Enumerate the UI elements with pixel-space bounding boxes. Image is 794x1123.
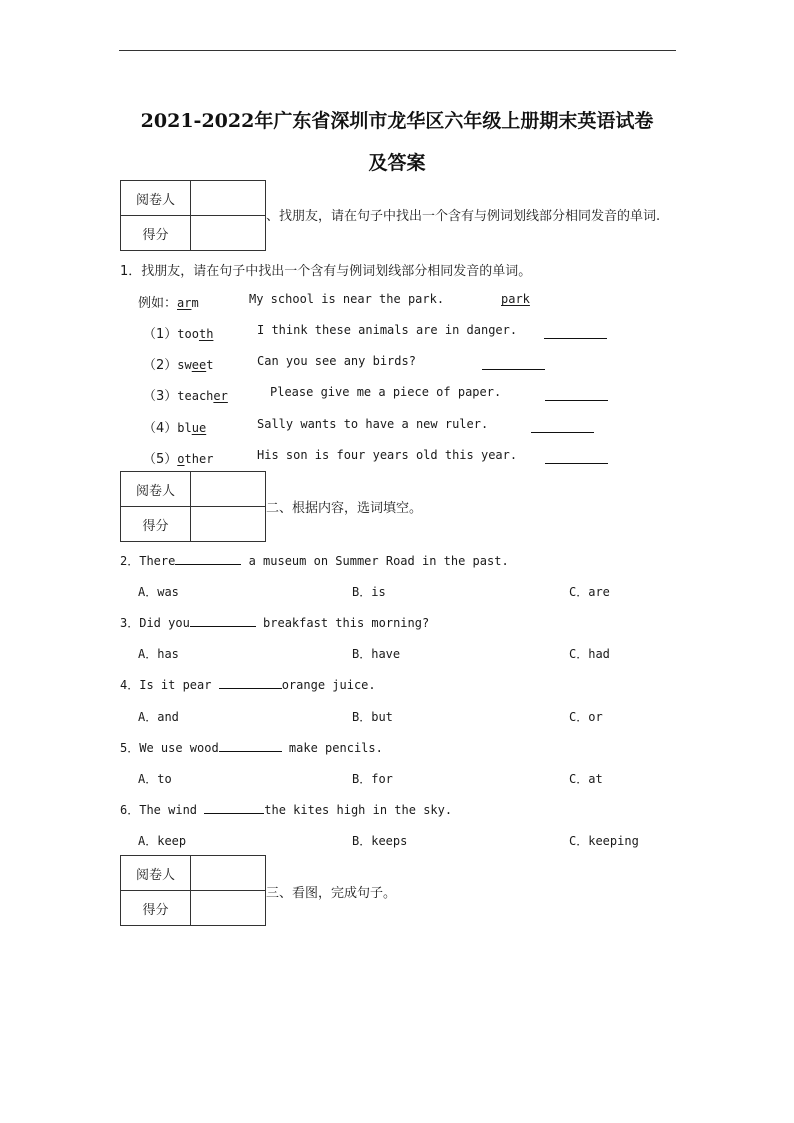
question-3-option-a[interactable]: A．has — [138, 647, 179, 661]
stem-pre: 5．We use wood — [120, 741, 219, 755]
stem-post: make pencils. — [281, 741, 383, 755]
item-1-sentence: I think these animals are in danger. — [257, 323, 518, 337]
question-2-option-b[interactable]: B．is — [352, 585, 386, 599]
question-4-option-c[interactable]: C．or — [569, 710, 603, 724]
stem-post: a museum on Summer Road in the past. — [241, 554, 509, 568]
example-answer: park — [501, 292, 530, 306]
question-1-title: 1．找朋友，请在句子中找出一个含有与例词划线部分相同发音的单词。 — [120, 264, 532, 279]
stem-post: orange juice. — [281, 678, 376, 692]
question-6-option-b[interactable]: B．keeps — [352, 834, 408, 848]
grader-cell — [191, 181, 266, 216]
stem-post: breakfast this morning? — [255, 616, 430, 630]
header-rule — [119, 50, 676, 51]
grader-label: 阅卷人 — [121, 472, 191, 507]
answer-blank[interactable] — [204, 802, 264, 814]
grader-cell — [191, 472, 266, 507]
question-6-option-a[interactable]: A．keep — [138, 834, 187, 848]
item-4-word — [143, 417, 206, 436]
item-number: （3） — [143, 389, 178, 404]
section1-heading: 、找朋友，请在句子中找出一个含有与例词划线部分相同发音的单词. — [266, 209, 661, 224]
score-cell — [191, 891, 266, 926]
item-number: （5） — [143, 452, 178, 467]
item-5-word — [143, 448, 213, 467]
answer-blank[interactable] — [219, 740, 282, 752]
question-4-option-a[interactable]: A．and — [138, 710, 179, 724]
stem-pre: 2．There — [120, 554, 176, 568]
item-5-answer-blank[interactable] — [545, 449, 608, 468]
word-underlined-part: th — [198, 327, 214, 341]
stem-pre: 3．Did you — [120, 616, 190, 630]
section2-heading: 二、根据内容，选词填空。 — [266, 501, 423, 516]
grader-cell — [191, 856, 266, 891]
question-2-stem — [120, 552, 509, 569]
answer-blank[interactable] — [219, 677, 282, 689]
question-5-option-c[interactable]: C．at — [569, 772, 603, 786]
score-label: 得分 — [121, 507, 191, 542]
example-sentence: My school is near the park. — [249, 292, 445, 306]
item-number: （4） — [143, 421, 178, 436]
example-word — [138, 292, 199, 311]
word-part: ther — [184, 452, 214, 466]
word-underlined-part: ue — [191, 421, 207, 435]
score-label: 得分 — [121, 891, 191, 926]
page-title-line2: 及答案 — [368, 152, 426, 174]
item-3-word — [143, 385, 228, 404]
stem-pre: 4．Is it pear — [120, 678, 219, 692]
item-2-word — [143, 354, 213, 373]
word-part: too — [177, 327, 199, 341]
word-part: t — [206, 358, 214, 372]
stem-post: the kites high in the sky. — [264, 803, 453, 817]
section3-heading: 三、看图，完成句子。 — [266, 886, 397, 901]
example-prefix: 例如： — [138, 296, 178, 311]
answer-blank[interactable] — [190, 615, 256, 627]
question-2-option-a[interactable]: A．was — [138, 585, 179, 599]
answer-blank[interactable] — [175, 553, 241, 565]
item-1-answer-blank[interactable] — [544, 324, 607, 343]
score-cell — [191, 216, 266, 251]
item-1-word — [143, 323, 213, 342]
question-5-option-b[interactable]: B．for — [352, 772, 393, 786]
question-3-option-b[interactable]: B．have — [352, 647, 401, 661]
question-5-stem — [120, 739, 383, 756]
question-5-option-a[interactable]: A．to — [138, 772, 172, 786]
item-2-answer-blank[interactable] — [482, 355, 545, 374]
grader-label: 阅卷人 — [121, 181, 191, 216]
page-title: 2021-2022年广东省深圳市龙华区六年级上册期末英语试卷 — [140, 110, 654, 132]
word-underlined-part: ee — [191, 358, 207, 372]
item-2-sentence: Can you see any birds? — [257, 354, 416, 368]
score-box-1 — [120, 180, 266, 251]
grader-label: 阅卷人 — [121, 856, 191, 891]
question-3-option-c[interactable]: C．had — [569, 647, 610, 661]
example-word-underlined: ar — [177, 296, 192, 310]
word-underlined-part: o — [177, 452, 185, 466]
item-4-answer-blank[interactable] — [531, 418, 594, 437]
score-box-2 — [120, 471, 266, 542]
item-number: （2） — [143, 358, 178, 373]
question-6-stem — [120, 801, 452, 818]
score-cell — [191, 507, 266, 542]
score-box-3 — [120, 855, 266, 926]
stem-pre: 6．The wind — [120, 803, 205, 817]
question-2-option-c[interactable]: C．are — [569, 585, 610, 599]
item-3-sentence: Please give me a piece of paper. — [270, 385, 502, 399]
question-3-stem — [120, 614, 429, 631]
item-number: （1） — [143, 327, 178, 342]
example-word-rest: m — [191, 296, 199, 310]
word-part: teach — [177, 389, 214, 403]
item-5-sentence: His son is four years old this year. — [257, 448, 518, 462]
word-underlined-part: er — [213, 389, 228, 403]
item-3-answer-blank[interactable] — [545, 386, 608, 405]
question-4-stem — [120, 676, 376, 693]
word-part: sw — [177, 358, 192, 372]
question-6-option-c[interactable]: C．keeping — [569, 834, 639, 848]
score-label: 得分 — [121, 216, 191, 251]
question-4-option-b[interactable]: B．but — [352, 710, 393, 724]
word-part: bl — [177, 421, 192, 435]
item-4-sentence: Sally wants to have a new ruler. — [257, 417, 489, 431]
